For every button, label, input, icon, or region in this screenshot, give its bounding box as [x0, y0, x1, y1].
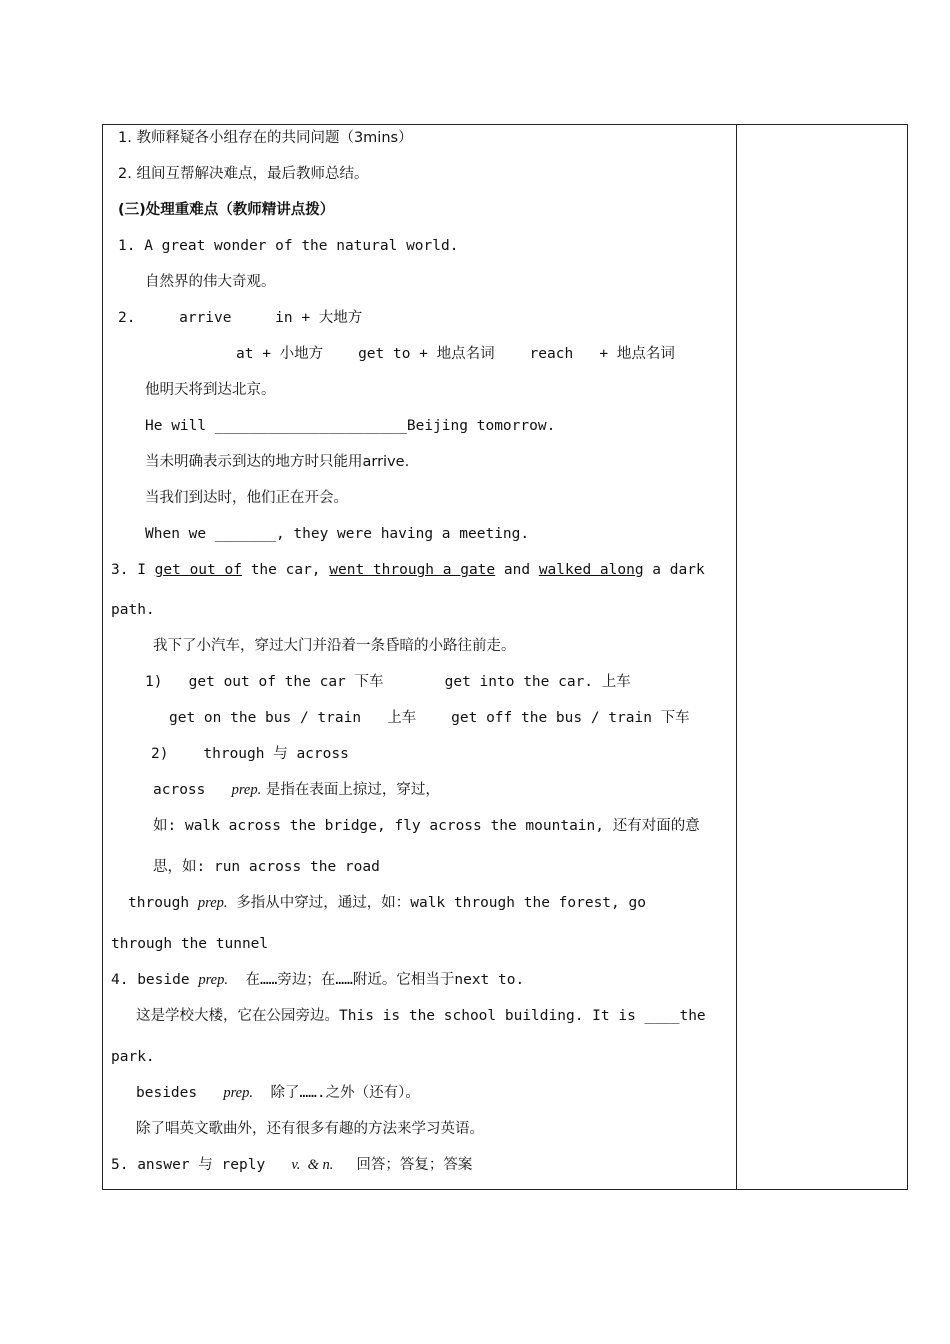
pos-label: v. & n. [291, 1157, 334, 1173]
text-segment: 除了…….之外（还有）。 [252, 1085, 420, 1101]
column-divider [736, 124, 737, 1190]
point-2-usage: at + 小地方 get to + 地点名词 reach + 地点名词 [236, 346, 675, 362]
point-4-besides [136, 1084, 420, 1102]
across-example: 如: walk across the bridge, fly across the mountain, 还有对面的意 [153, 818, 700, 834]
text-segment: besides [136, 1085, 224, 1101]
point-2-chinese-example: 他明天将到达北京。 [145, 382, 276, 398]
point-4-example-cont: park. [111, 1049, 155, 1065]
point-2-note: 当未明确表示到达的地方时只能用arrive. [145, 454, 410, 470]
through-definition-cont: through the tunnel [111, 936, 269, 952]
point-4-beside [111, 971, 524, 989]
point-2-arrive: 2. arrive in + 大地方 [118, 310, 363, 326]
point-3-sub-1-bus: get on the bus / train 上车 get off the bus / train 下车 [169, 710, 690, 726]
point-2-blank-sentence-2: When we _______, they were having a meeting. [145, 526, 530, 542]
text-segment: the car, [241, 562, 330, 578]
section-heading: (三)处理重难点（教师精讲点拨） [118, 202, 335, 218]
text-segment: and [495, 562, 539, 578]
point-3-chinese: 我下了小汽车，穿过大门并沿着一条昏暗的小路往前走。 [153, 638, 516, 654]
text-segment: 多指从中穿过，通过，如：walk through the forest, go [227, 895, 646, 911]
teacher-clarify-line: 1. 教师释疑各小组存在的共同问题（3mins） [118, 130, 413, 146]
pos-label: prep. [197, 895, 228, 911]
pos-label: prep. [223, 1085, 253, 1101]
text-segment: 3. I [111, 562, 155, 578]
point-2-chinese-example-2: 当我们到达时，他们正在开会。 [145, 490, 348, 506]
text-segment: 是指在表面上掠过，穿过， [261, 782, 440, 798]
point-4-example: 这是学校大楼，它在公园旁边。This is the school building. It is ____the [136, 1008, 706, 1024]
across-example-cont: 思，如: run across the road [153, 859, 380, 875]
point-3-sentence [111, 561, 705, 579]
text-segment: 回答；答复；答案 [333, 1157, 473, 1173]
text-segment: 4. beside [111, 972, 199, 988]
underlined-phrase: get out of [154, 562, 242, 578]
group-help-line: 2. 组间互帮解决难点，最后教师总结。 [118, 166, 369, 182]
through-definition [128, 894, 646, 912]
text-segment: 在……旁边；在……附近。它相当于next to. [227, 972, 525, 988]
point-1-english: 1. A great wonder of the natural world. [118, 238, 459, 254]
text-segment: across [153, 782, 232, 798]
across-definition [153, 781, 440, 799]
point-3-sentence-cont: path. [111, 602, 155, 618]
underlined-phrase: went through a gate [329, 562, 496, 578]
point-2-blank-sentence: He will ______________________Beijing tomorrow. [145, 418, 556, 434]
underlined-phrase: walked along [538, 562, 644, 578]
point-4-besides-example: 除了唱英文歌曲外，还有很多有趣的方法来学习英语。 [136, 1121, 484, 1137]
text-segment: 5. answer 与 reply [111, 1157, 292, 1173]
text-segment: through [128, 895, 198, 911]
text-segment: a dark [643, 562, 705, 578]
pos-label: prep. [198, 972, 228, 988]
pos-label: prep. [231, 782, 262, 798]
point-1-chinese: 自然界的伟大奇观。 [145, 274, 276, 290]
point-5-answer-reply [111, 1156, 472, 1174]
point-3-sub-2: 2) through 与 across [151, 746, 349, 762]
point-3-sub-1: 1) get out of the car 下车 get into the car. 上车 [145, 674, 631, 690]
